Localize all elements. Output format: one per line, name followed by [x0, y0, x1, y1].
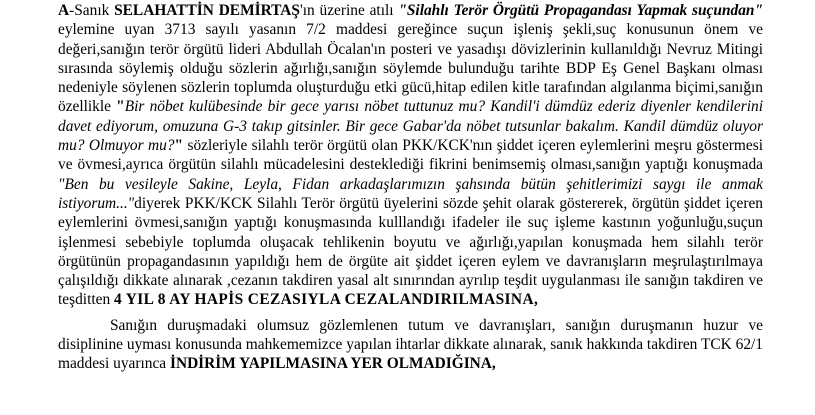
verdict-paragraph-1 [58, 0, 763, 310]
charge-title: "Silahlı Terör Örgütü Propagandası Yapmak suçundan" [398, 2, 763, 19]
item-letter: A [58, 2, 70, 19]
text-segment: diyerek PKK/KCK Silahlı Terör örgütü üyelerini sözde şehit olarak göstererek, örgütün şiddet içeren eylemlerini övmesi,sanığın yaptığı konuşmasında kulllandığı ifadeler ile suç işleme kastının yoğunluğu,suçun işlenmesi sebebiyle toplumda oluşacak tehlikenin boyutu ve ağırlığı,yapılan konuşmada hem silahlı terör örgütünün propagandasının yapıldığı hem de örgüte ait şiddet içeren eylem ve davranışların meşrulaştırılmaya çalışıldığı dikkate alınarak ,cezanın takdiren yasal alt sınırından ayrılıp teşdit uygulanması ile sanığın takdiren ve teşditten [58, 194, 763, 309]
verdict-paragraph-2 [58, 316, 763, 374]
text-segment: sözleriyle silahlı terör örgütü olan PKK/KCK'nın şiddet içeren eylemlerini meşru göstermesi ve övmesi,ayrıca örgütün silahlı mücadelesini desteklediği fikrini benimsemiş olması,sanığın yaptığı konuşmada [58, 137, 763, 174]
text-segment: eylemine uyan 3713 sayılı yasanın 7/2 maddesi gereğince suçun işleniş şekli,suç konusunun önem ve değeri,sanığın terör örgütü lideri Abdullah Öcalan'ın posteri ve yasadışı dövizlerinin kullanıldığı Nevruz Mitingi sırasında söylemiş olduğu sözlerin ağırlığı,sanığın söylemde bulunduğu tarihte BDP Eş Genel Başkanı olması nedeniyle söylenen sözlerin toplumda oluşturduğu etki gücü,hitap edilen kitle tarafından algılanma biçimi,sanığın özellikle [58, 21, 763, 116]
text-segment: 'ın üzerine atılı [299, 2, 399, 19]
quoted-speech-1: Bir nöbet kulübesinde bir gece yarısı nöbet tuttunuz mu? Kandil'i dümdüz ederiz diyenler kendilerini davet ediyorum, omuzuna G-3 takıp gitsinler. Bir gece Gabar'da nöbet tutsunlar bakalım. Kandil dümdüz oluyor mu? Olmuyor mu? [58, 98, 763, 155]
reduction-decision: İNDİRİM YAPILMASINA YER OLMADIĞINA, [169, 355, 496, 373]
defendant-name: SELAHATTİN DEMİRTAŞ [114, 2, 300, 19]
quoted-speech-2: "Ben bu vesileyle Sakine, Leyla, Fidan arkadaşlarımızın şahsında bütün şehitlerimizi saygı ile anmak istiyorum..." [58, 175, 763, 212]
text-segment: Sanığın duruşmadaki olumsuz gözlemlenen tutum ve davranışları, sanığın duruşmanın huzur ve disiplinine uyması konusunda mahkememizce yapılan ihtarlar dikkate alınarak, sanık hakkında takdiren TCK 62/1 maddesi uyarınca [58, 316, 763, 373]
quote-mark: " [116, 98, 125, 116]
penalty-decision: 4 YIL 8 AY HAPİS CEZASIYLA CEZALANDIRILMASINA, [114, 291, 539, 309]
quote-mark: " [174, 137, 184, 155]
defendant-label: -Sanık [69, 2, 115, 19]
